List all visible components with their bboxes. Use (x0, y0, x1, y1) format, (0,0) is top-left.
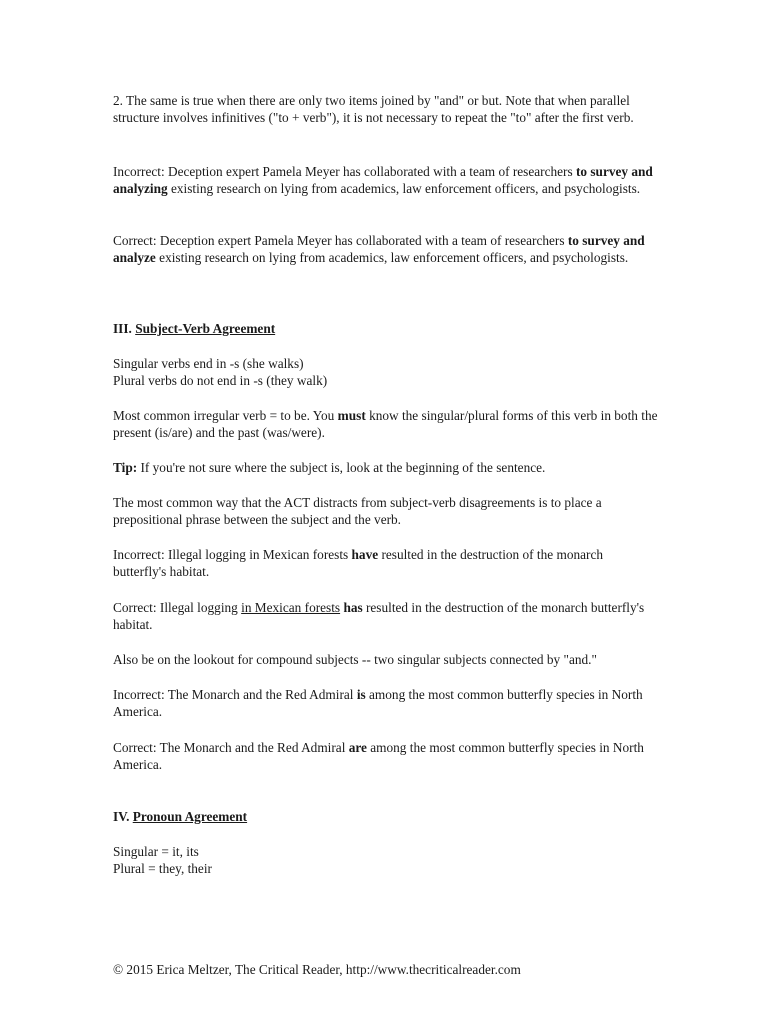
emphasis-word: must (337, 408, 366, 423)
act-distraction-paragraph: The most common way that the ACT distracts from subject-verb disagreements is to place a prepositional phrase between the subject and the verb. (113, 495, 602, 528)
logging-correct-example (113, 599, 658, 634)
section-numeral: III. (113, 321, 132, 336)
example-text: Incorrect: The Monarch and the Red Admiral (113, 687, 357, 702)
example-text: Correct: The Monarch and the Red Admiral (113, 740, 349, 755)
example-text: resulted in the destruction of the monarch butterfly's habitat. (113, 547, 604, 580)
paragraph-text: Most common irregular verb = to be. You (113, 408, 338, 423)
irregular-verb-paragraph (113, 407, 658, 442)
paragraph-text: know the singular/plural forms of this verb in both the present (is/are) and the past (was/were). (113, 408, 658, 441)
example-text: Correct: Deception expert Pamela Meyer has collaborated with a team of researchers (113, 233, 568, 248)
example-error-word: have (351, 547, 379, 562)
pronoun-rules (113, 843, 658, 878)
example-fixed-word: are (348, 740, 367, 755)
section-title: Subject-Verb Agreement (135, 321, 276, 336)
example-error-phrase: to survey and analyzing (113, 164, 653, 197)
tip-text: If you're not sure where the subject is, look at the beginning of the sentence. (137, 460, 546, 475)
prepositional-phrase: in Mexican forests (241, 600, 341, 615)
example-fixed-phrase: to survey and analyze (113, 233, 645, 266)
example-fixed-word: has (343, 600, 363, 615)
section-heading-subject-verb (113, 320, 658, 337)
singular-verb-rule: Singular verbs end in -s (she walks) (113, 356, 304, 371)
tip-label: Tip: (113, 460, 138, 475)
example-text: existing research on lying from academics, law enforcement officers, and psychologists. (167, 181, 641, 197)
example-error-word: is (356, 687, 366, 702)
example-text: Correct: Illegal logging (113, 600, 242, 615)
singular-plural-rules (113, 355, 658, 390)
example-text: among the most common butterfly species in North America. (113, 687, 643, 720)
plural-verb-rule: Plural verbs do not end in -s (they walk) (113, 373, 328, 389)
example-text: Incorrect: Deception expert Pamela Meyer has collaborated with a team of researchers (113, 164, 576, 179)
tip-paragraph (113, 459, 658, 476)
logging-incorrect-example (113, 546, 658, 581)
example-text: among the most common butterfly species in North America. (113, 740, 644, 773)
example-text: resulted in the destruction of the monarch butterfly's habitat. (113, 600, 645, 633)
plural-pronoun-rule: Plural = they, their (113, 861, 212, 877)
compound-subject-paragraph: Also be on the lookout for compound subjects -- two singular subjects connected by "and." (113, 652, 597, 667)
parallel-intro-paragraph: 2. The same is true when there are only two items joined by "and" or but. Note that when parallel structure involves infinitives ("to + verb"), it is not necessary to repeat the "to" after the first verb. (113, 93, 634, 126)
example-text: existing research on lying from academics, law enforcement officers, and psychologists. (155, 250, 629, 266)
section-title: Pronoun Agreement (132, 809, 248, 824)
singular-pronoun-rule: Singular = it, its (113, 844, 199, 859)
monarch-correct-example (113, 739, 658, 774)
parallel-incorrect-example (113, 163, 658, 198)
section-heading-pronoun (113, 808, 658, 825)
copyright-footer: © 2015 Erica Meltzer, The Critical Reader, http://www.thecriticalreader.com (113, 962, 521, 977)
monarch-incorrect-example (113, 686, 658, 721)
example-text: Incorrect: Illegal logging in Mexican forests (113, 547, 352, 562)
section-numeral: IV. (113, 809, 130, 824)
parallel-correct-example (113, 232, 658, 267)
